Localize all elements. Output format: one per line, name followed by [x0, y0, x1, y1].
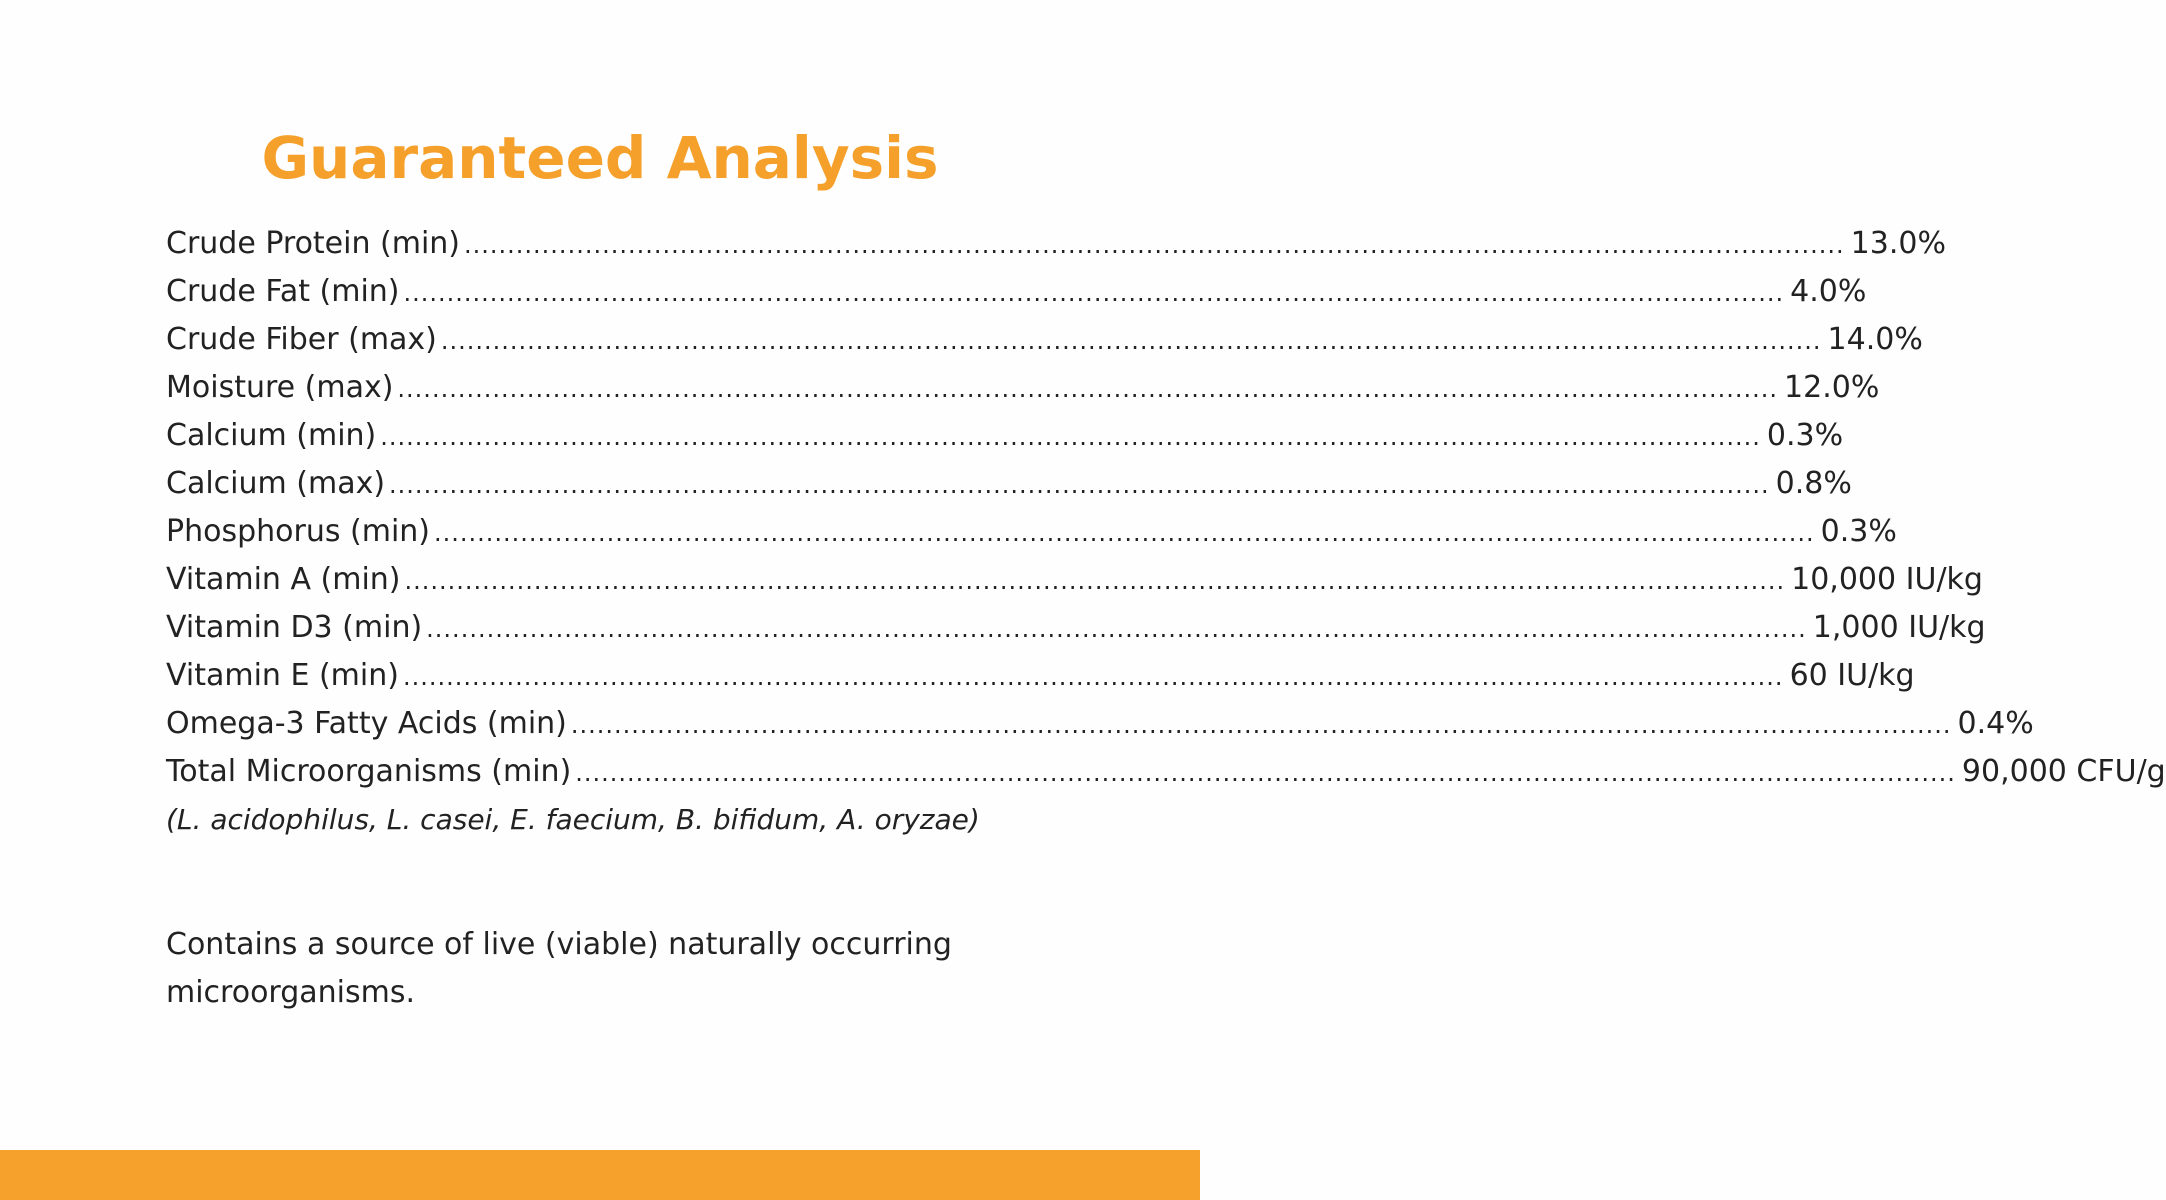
leader-dots: ................................................................................................................................................................	[397, 375, 1779, 403]
nutrient-label: Crude Protein (min)	[166, 226, 461, 261]
nutrient-value: 4.0%	[1790, 274, 1867, 309]
nutrient-label: Calcium (max)	[166, 466, 386, 501]
analysis-list	[166, 220, 2166, 796]
leader-dots: ................................................................................................................................................................	[440, 327, 1822, 355]
nutrient-label: Moisture (max)	[166, 370, 394, 405]
leader-dots: ................................................................................................................................................................	[570, 711, 1952, 739]
nutrient-value: 13.0%	[1850, 226, 1946, 261]
analysis-row	[166, 508, 1897, 556]
nutrient-label: Vitamin A (min)	[166, 562, 401, 597]
page-title: Guaranteed Analysis	[261, 124, 939, 192]
nutrient-label: Total Microorganisms (min)	[166, 754, 572, 789]
leader-dots: ................................................................................................................................................................	[403, 279, 1785, 307]
analysis-row	[166, 604, 1986, 652]
nutrient-value: 1,000 IU/kg	[1812, 610, 1986, 645]
leader-dots: ................................................................................................................................................................	[389, 471, 1770, 499]
analysis-row	[166, 268, 1867, 316]
leader-dots: ................................................................................................................................................................	[464, 231, 1845, 259]
leader-dots: ................................................................................................................................................................	[575, 759, 1956, 787]
analysis-row	[166, 460, 1852, 508]
analysis-row	[166, 748, 2166, 796]
analysis-row	[166, 316, 1923, 364]
nutrient-label: Omega-3 Fatty Acids (min)	[166, 706, 567, 741]
analysis-row	[166, 556, 1983, 604]
nutrient-value: 0.4%	[1957, 706, 2034, 741]
leader-dots: ................................................................................................................................................................	[404, 567, 1786, 595]
nutrient-value: 0.3%	[1766, 418, 1844, 453]
analysis-row	[166, 220, 1946, 268]
analysis-row	[166, 412, 1844, 460]
nutrient-label: Crude Fiber (max)	[166, 322, 437, 357]
analysis-row	[166, 652, 1915, 700]
nutrient-value: 60 IU/kg	[1789, 658, 1915, 693]
nutrient-value: 0.3%	[1820, 514, 1897, 549]
leader-dots: ................................................................................................................................................................	[426, 615, 1807, 643]
leader-dots: ................................................................................................................................................................	[402, 663, 1784, 691]
bottom-accent-bar	[0, 1150, 1200, 1200]
analysis-row	[166, 364, 1880, 412]
nutrient-value: 12.0%	[1784, 370, 1880, 405]
nutrient-label: Vitamin E (min)	[166, 658, 399, 693]
nutrient-value: 14.0%	[1827, 322, 1923, 357]
nutrient-label: Vitamin D3 (min)	[166, 610, 423, 645]
analysis-row	[166, 700, 2034, 748]
nutrient-label: Crude Fat (min)	[166, 274, 400, 309]
microorganisms-note: (L. acidophilus, L. casei, E. faecium, B. bifidum, A. oryzae)	[166, 803, 980, 836]
viability-statement: Contains a source of live (viable) naturally occurring microorganisms.	[166, 927, 952, 1010]
nutrient-value: 10,000 IU/kg	[1791, 562, 1983, 597]
nutrient-label: Phosphorus (min)	[166, 514, 430, 549]
leader-dots: ................................................................................................................................................................	[380, 423, 1761, 451]
nutrient-value: 0.8%	[1775, 466, 1852, 501]
nutrient-label: Calcium (min)	[166, 418, 377, 453]
nutrient-value: 90,000 CFU/g	[1961, 754, 2166, 789]
leader-dots: ................................................................................................................................................................	[434, 519, 1815, 547]
